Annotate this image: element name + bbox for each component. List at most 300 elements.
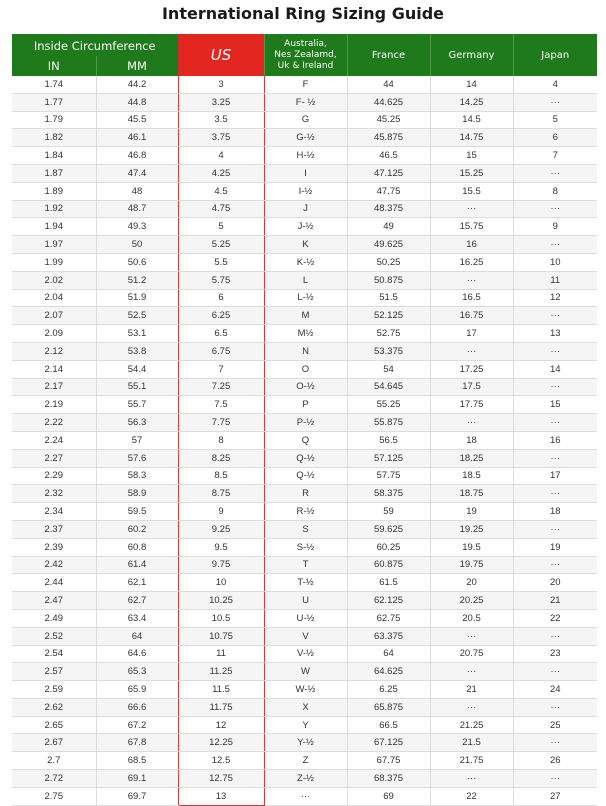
table-row (12, 538, 597, 556)
cell-us: 6.25 (178, 307, 264, 325)
cell-australia: ··· (264, 787, 347, 805)
cell-us: 8.5 (178, 467, 264, 485)
cell-in: 2.27 (12, 449, 96, 467)
cell-australia: T (264, 556, 347, 574)
cell-australia: R-½ (264, 503, 347, 521)
cell-us: 8.25 (178, 449, 264, 467)
cell-in: 2.19 (12, 396, 96, 414)
header-australia-line-2: Nes Zealamd, (274, 49, 337, 60)
cell-mm: 62.1 (96, 574, 178, 592)
cell-japan: 22 (513, 609, 597, 627)
table-row (12, 342, 597, 360)
table-body (12, 76, 597, 805)
cell-us: 4 (178, 147, 264, 165)
cell-japan: ··· (513, 663, 597, 681)
cell-in: 2.32 (12, 485, 96, 503)
cell-mm: 55.7 (96, 396, 178, 414)
table-row (12, 734, 597, 752)
cell-australia: K-½ (264, 253, 347, 271)
cell-mm: 47.4 (96, 164, 178, 182)
cell-mm: 53.1 (96, 325, 178, 343)
cell-us: 12 (178, 716, 264, 734)
cell-germany: 14.75 (430, 129, 513, 147)
cell-mm: 58.3 (96, 467, 178, 485)
cell-japan: ··· (513, 627, 597, 645)
table-row (12, 574, 597, 592)
cell-in: 2.37 (12, 520, 96, 538)
table-row (12, 663, 597, 681)
cell-france: 52.125 (347, 307, 430, 325)
cell-france: 67.75 (347, 752, 430, 770)
cell-australia: X (264, 698, 347, 716)
cell-in: 2.12 (12, 342, 96, 360)
cell-germany: 21.25 (430, 716, 513, 734)
cell-australia: V (264, 627, 347, 645)
cell-australia: Y (264, 716, 347, 734)
cell-us: 7.5 (178, 396, 264, 414)
cell-in: 2.59 (12, 681, 96, 699)
cell-mm: 63.4 (96, 609, 178, 627)
header-australia-line-1: Australia, (284, 38, 327, 49)
cell-france: 45.875 (347, 129, 430, 147)
cell-mm: 68.5 (96, 752, 178, 770)
cell-japan: ··· (513, 520, 597, 538)
cell-france: 60.875 (347, 556, 430, 574)
table-row (12, 752, 597, 770)
cell-japan: 24 (513, 681, 597, 699)
ring-size-table (12, 34, 597, 806)
cell-japan: ··· (513, 342, 597, 360)
cell-japan: 7 (513, 147, 597, 165)
cell-australia: F- ½ (264, 93, 347, 111)
cell-mm: 52.5 (96, 307, 178, 325)
cell-us: 10 (178, 574, 264, 592)
cell-australia: R (264, 485, 347, 503)
header-row-1 (12, 34, 597, 56)
table-row (12, 627, 597, 645)
cell-japan: ··· (513, 200, 597, 218)
cell-germany: 22 (430, 787, 513, 805)
cell-in: 1.79 (12, 111, 96, 129)
cell-germany: ··· (430, 698, 513, 716)
table-row (12, 236, 597, 254)
cell-mm: 57 (96, 431, 178, 449)
cell-in: 2.29 (12, 467, 96, 485)
cell-mm: 64.6 (96, 645, 178, 663)
cell-mm: 45.5 (96, 111, 178, 129)
cell-us: 5 (178, 218, 264, 236)
cell-france: 53.375 (347, 342, 430, 360)
table-row (12, 716, 597, 734)
cell-us: 6.5 (178, 325, 264, 343)
cell-france: 56.5 (347, 431, 430, 449)
cell-in: 2.49 (12, 609, 96, 627)
table-row (12, 556, 597, 574)
cell-in: 1.97 (12, 236, 96, 254)
cell-japan: 25 (513, 716, 597, 734)
cell-mm: 69.7 (96, 787, 178, 805)
cell-in: 2.04 (12, 289, 96, 307)
cell-japan: 8 (513, 182, 597, 200)
cell-australia: G (264, 111, 347, 129)
cell-australia: L (264, 271, 347, 289)
table-row (12, 111, 597, 129)
cell-australia: J-½ (264, 218, 347, 236)
cell-australia: J (264, 200, 347, 218)
cell-us: 6 (178, 289, 264, 307)
cell-france: 54 (347, 360, 430, 378)
table-row (12, 485, 597, 503)
cell-mm: 67.8 (96, 734, 178, 752)
cell-us: 10.75 (178, 627, 264, 645)
cell-mm: 69.1 (96, 770, 178, 788)
cell-us: 10.5 (178, 609, 264, 627)
header-us: US (178, 34, 264, 76)
cell-japan: 5 (513, 111, 597, 129)
cell-mm: 65.3 (96, 663, 178, 681)
cell-mm: 49.3 (96, 218, 178, 236)
cell-germany: 20.25 (430, 592, 513, 610)
cell-japan: ··· (513, 164, 597, 182)
header-germany: Germany (430, 34, 513, 76)
cell-france: 57.125 (347, 449, 430, 467)
cell-japan: ··· (513, 556, 597, 574)
cell-france: 67.125 (347, 734, 430, 752)
cell-in: 2.57 (12, 663, 96, 681)
cell-in: 1.92 (12, 200, 96, 218)
cell-australia: O (264, 360, 347, 378)
cell-in: 2.7 (12, 752, 96, 770)
header-in: IN (12, 56, 96, 76)
cell-germany: 21.5 (430, 734, 513, 752)
table-row (12, 307, 597, 325)
cell-japan: 10 (513, 253, 597, 271)
cell-in: 2.54 (12, 645, 96, 663)
cell-in: 1.84 (12, 147, 96, 165)
cell-in: 1.74 (12, 76, 96, 93)
cell-japan: 4 (513, 76, 597, 93)
cell-france: 44.625 (347, 93, 430, 111)
cell-australia: P-½ (264, 414, 347, 432)
cell-germany: ··· (430, 770, 513, 788)
table-row (12, 129, 597, 147)
cell-australia: Z-½ (264, 770, 347, 788)
cell-germany: 20.5 (430, 609, 513, 627)
table-row (12, 147, 597, 165)
cell-australia: N (264, 342, 347, 360)
cell-in: 2.62 (12, 698, 96, 716)
cell-us: 11.75 (178, 698, 264, 716)
cell-us: 3 (178, 76, 264, 93)
cell-in: 2.07 (12, 307, 96, 325)
cell-in: 2.09 (12, 325, 96, 343)
header-mm: MM (96, 56, 178, 76)
cell-us: 10.25 (178, 592, 264, 610)
table-row (12, 325, 597, 343)
cell-france: 52.75 (347, 325, 430, 343)
cell-germany: 17.5 (430, 378, 513, 396)
cell-us: 9 (178, 503, 264, 521)
cell-us: 5.5 (178, 253, 264, 271)
cell-australia: W-½ (264, 681, 347, 699)
cell-us: 4.5 (178, 182, 264, 200)
cell-japan: ··· (513, 236, 597, 254)
cell-mm: 50 (96, 236, 178, 254)
cell-japan: 20 (513, 574, 597, 592)
table-row (12, 360, 597, 378)
cell-france: 64.625 (347, 663, 430, 681)
cell-mm: 64 (96, 627, 178, 645)
cell-germany: 14.5 (430, 111, 513, 129)
cell-us: 11.25 (178, 663, 264, 681)
cell-france: 61.5 (347, 574, 430, 592)
cell-japan: ··· (513, 698, 597, 716)
cell-germany: 19.5 (430, 538, 513, 556)
cell-australia: M½ (264, 325, 347, 343)
cell-japan: 27 (513, 787, 597, 805)
cell-australia: L-½ (264, 289, 347, 307)
cell-in: 1.94 (12, 218, 96, 236)
cell-mm: 60.8 (96, 538, 178, 556)
cell-france: 65.875 (347, 698, 430, 716)
cell-us: 7.25 (178, 378, 264, 396)
table-row (12, 431, 597, 449)
table-row (12, 449, 597, 467)
cell-mm: 46.8 (96, 147, 178, 165)
cell-mm: 53.8 (96, 342, 178, 360)
cell-in: 2.52 (12, 627, 96, 645)
cell-france: 48.375 (347, 200, 430, 218)
cell-in: 2.34 (12, 503, 96, 521)
cell-germany: ··· (430, 200, 513, 218)
table-row (12, 645, 597, 663)
table-row (12, 396, 597, 414)
cell-us: 12.75 (178, 770, 264, 788)
cell-germany: 18.75 (430, 485, 513, 503)
cell-australia: S-½ (264, 538, 347, 556)
cell-japan: 16 (513, 431, 597, 449)
cell-in: 2.67 (12, 734, 96, 752)
cell-in: 2.22 (12, 414, 96, 432)
cell-japan: 13 (513, 325, 597, 343)
cell-japan: ··· (513, 734, 597, 752)
cell-us: 4.75 (178, 200, 264, 218)
cell-france: 55.875 (347, 414, 430, 432)
cell-australia: I-½ (264, 182, 347, 200)
header-japan: Japan (513, 34, 597, 76)
cell-in: 1.82 (12, 129, 96, 147)
cell-mm: 48 (96, 182, 178, 200)
cell-japan: 17 (513, 467, 597, 485)
cell-france: 60.25 (347, 538, 430, 556)
table-row (12, 182, 597, 200)
cell-us: 9.25 (178, 520, 264, 538)
cell-australia: U-½ (264, 609, 347, 627)
cell-in: 1.87 (12, 164, 96, 182)
cell-germany: ··· (430, 271, 513, 289)
header-australia-line-3: Uk & Ireland (277, 60, 334, 71)
cell-germany: 19.75 (430, 556, 513, 574)
cell-us: 13 (178, 787, 264, 805)
cell-japan: 19 (513, 538, 597, 556)
cell-japan: 12 (513, 289, 597, 307)
cell-france: 66.5 (347, 716, 430, 734)
cell-japan: ··· (513, 378, 597, 396)
cell-mm: 55.1 (96, 378, 178, 396)
cell-in: 2.14 (12, 360, 96, 378)
cell-japan: 15 (513, 396, 597, 414)
cell-france: 69 (347, 787, 430, 805)
cell-mm: 44.8 (96, 93, 178, 111)
table-row (12, 218, 597, 236)
cell-australia: W (264, 663, 347, 681)
cell-mm: 62.7 (96, 592, 178, 610)
cell-australia: Q-½ (264, 467, 347, 485)
cell-australia: T-½ (264, 574, 347, 592)
cell-mm: 46.1 (96, 129, 178, 147)
cell-germany: ··· (430, 663, 513, 681)
cell-australia: V-½ (264, 645, 347, 663)
table-row (12, 698, 597, 716)
cell-japan: ··· (513, 307, 597, 325)
cell-mm: 48.7 (96, 200, 178, 218)
cell-germany: ··· (430, 342, 513, 360)
cell-us: 4.25 (178, 164, 264, 182)
cell-us: 12.5 (178, 752, 264, 770)
cell-france: 63.375 (347, 627, 430, 645)
table-row (12, 289, 597, 307)
cell-mm: 67.2 (96, 716, 178, 734)
cell-australia: F (264, 76, 347, 93)
cell-france: 6.25 (347, 681, 430, 699)
cell-us: 7.75 (178, 414, 264, 432)
cell-germany: 15.25 (430, 164, 513, 182)
cell-us: 11 (178, 645, 264, 663)
cell-mm: 59.5 (96, 503, 178, 521)
cell-us: 6.75 (178, 342, 264, 360)
table-row (12, 253, 597, 271)
cell-in: 1.89 (12, 182, 96, 200)
cell-us: 9.5 (178, 538, 264, 556)
cell-france: 47.125 (347, 164, 430, 182)
cell-in: 1.77 (12, 93, 96, 111)
cell-australia: S (264, 520, 347, 538)
cell-germany: 16.25 (430, 253, 513, 271)
cell-japan: 14 (513, 360, 597, 378)
cell-japan: 11 (513, 271, 597, 289)
table-row (12, 414, 597, 432)
cell-france: 68.375 (347, 770, 430, 788)
cell-france: 49 (347, 218, 430, 236)
cell-mm: 65.9 (96, 681, 178, 699)
cell-germany: 17.75 (430, 396, 513, 414)
cell-mm: 61.4 (96, 556, 178, 574)
cell-france: 64 (347, 645, 430, 663)
cell-germany: 19 (430, 503, 513, 521)
cell-mm: 51.9 (96, 289, 178, 307)
cell-germany: 16 (430, 236, 513, 254)
cell-us: 3.75 (178, 129, 264, 147)
cell-australia: K (264, 236, 347, 254)
table-row (12, 271, 597, 289)
table-row (12, 520, 597, 538)
cell-japan: 23 (513, 645, 597, 663)
cell-in: 2.42 (12, 556, 96, 574)
cell-in: 2.75 (12, 787, 96, 805)
cell-in: 2.17 (12, 378, 96, 396)
cell-in: 2.47 (12, 592, 96, 610)
cell-japan: 18 (513, 503, 597, 521)
table-row (12, 503, 597, 521)
cell-germany: ··· (430, 414, 513, 432)
cell-japan: ··· (513, 414, 597, 432)
cell-australia: U (264, 592, 347, 610)
cell-germany: 16.75 (430, 307, 513, 325)
cell-australia: M (264, 307, 347, 325)
cell-germany: 18 (430, 431, 513, 449)
cell-mm: 54.4 (96, 360, 178, 378)
table-row (12, 93, 597, 111)
cell-japan: ··· (513, 93, 597, 111)
cell-australia: P (264, 396, 347, 414)
cell-mm: 66.6 (96, 698, 178, 716)
cell-germany: 20.75 (430, 645, 513, 663)
cell-australia: O-½ (264, 378, 347, 396)
cell-in: 2.39 (12, 538, 96, 556)
table-row (12, 609, 597, 627)
cell-germany: 20 (430, 574, 513, 592)
cell-mm: 58.9 (96, 485, 178, 503)
cell-japan: 26 (513, 752, 597, 770)
cell-in: 2.44 (12, 574, 96, 592)
cell-france: 62.75 (347, 609, 430, 627)
cell-us: 12.25 (178, 734, 264, 752)
cell-france: 45.25 (347, 111, 430, 129)
cell-japan: ··· (513, 770, 597, 788)
cell-australia: H-½ (264, 147, 347, 165)
cell-germany: 17.25 (430, 360, 513, 378)
cell-japan: 21 (513, 592, 597, 610)
cell-australia: G-½ (264, 129, 347, 147)
cell-france: 51.5 (347, 289, 430, 307)
cell-us: 11.5 (178, 681, 264, 699)
cell-us: 7 (178, 360, 264, 378)
cell-japan: ··· (513, 449, 597, 467)
cell-australia: Z (264, 752, 347, 770)
cell-in: 1.99 (12, 253, 96, 271)
cell-france: 49.625 (347, 236, 430, 254)
cell-mm: 60.2 (96, 520, 178, 538)
header-inside-circumference: Inside Circumference (12, 34, 178, 56)
cell-france: 47.75 (347, 182, 430, 200)
table-row (12, 787, 597, 805)
cell-mm: 57.6 (96, 449, 178, 467)
cell-germany: 17 (430, 325, 513, 343)
cell-mm: 50.6 (96, 253, 178, 271)
header-australia (264, 34, 347, 76)
cell-australia: Q-½ (264, 449, 347, 467)
cell-japan: ··· (513, 485, 597, 503)
cell-australia: Y-½ (264, 734, 347, 752)
cell-in: 2.72 (12, 770, 96, 788)
cell-germany: 18.25 (430, 449, 513, 467)
table-row (12, 681, 597, 699)
cell-france: 59.625 (347, 520, 430, 538)
header-france: France (347, 34, 430, 76)
cell-germany: 21 (430, 681, 513, 699)
cell-germany: 15 (430, 147, 513, 165)
table-row (12, 76, 597, 93)
